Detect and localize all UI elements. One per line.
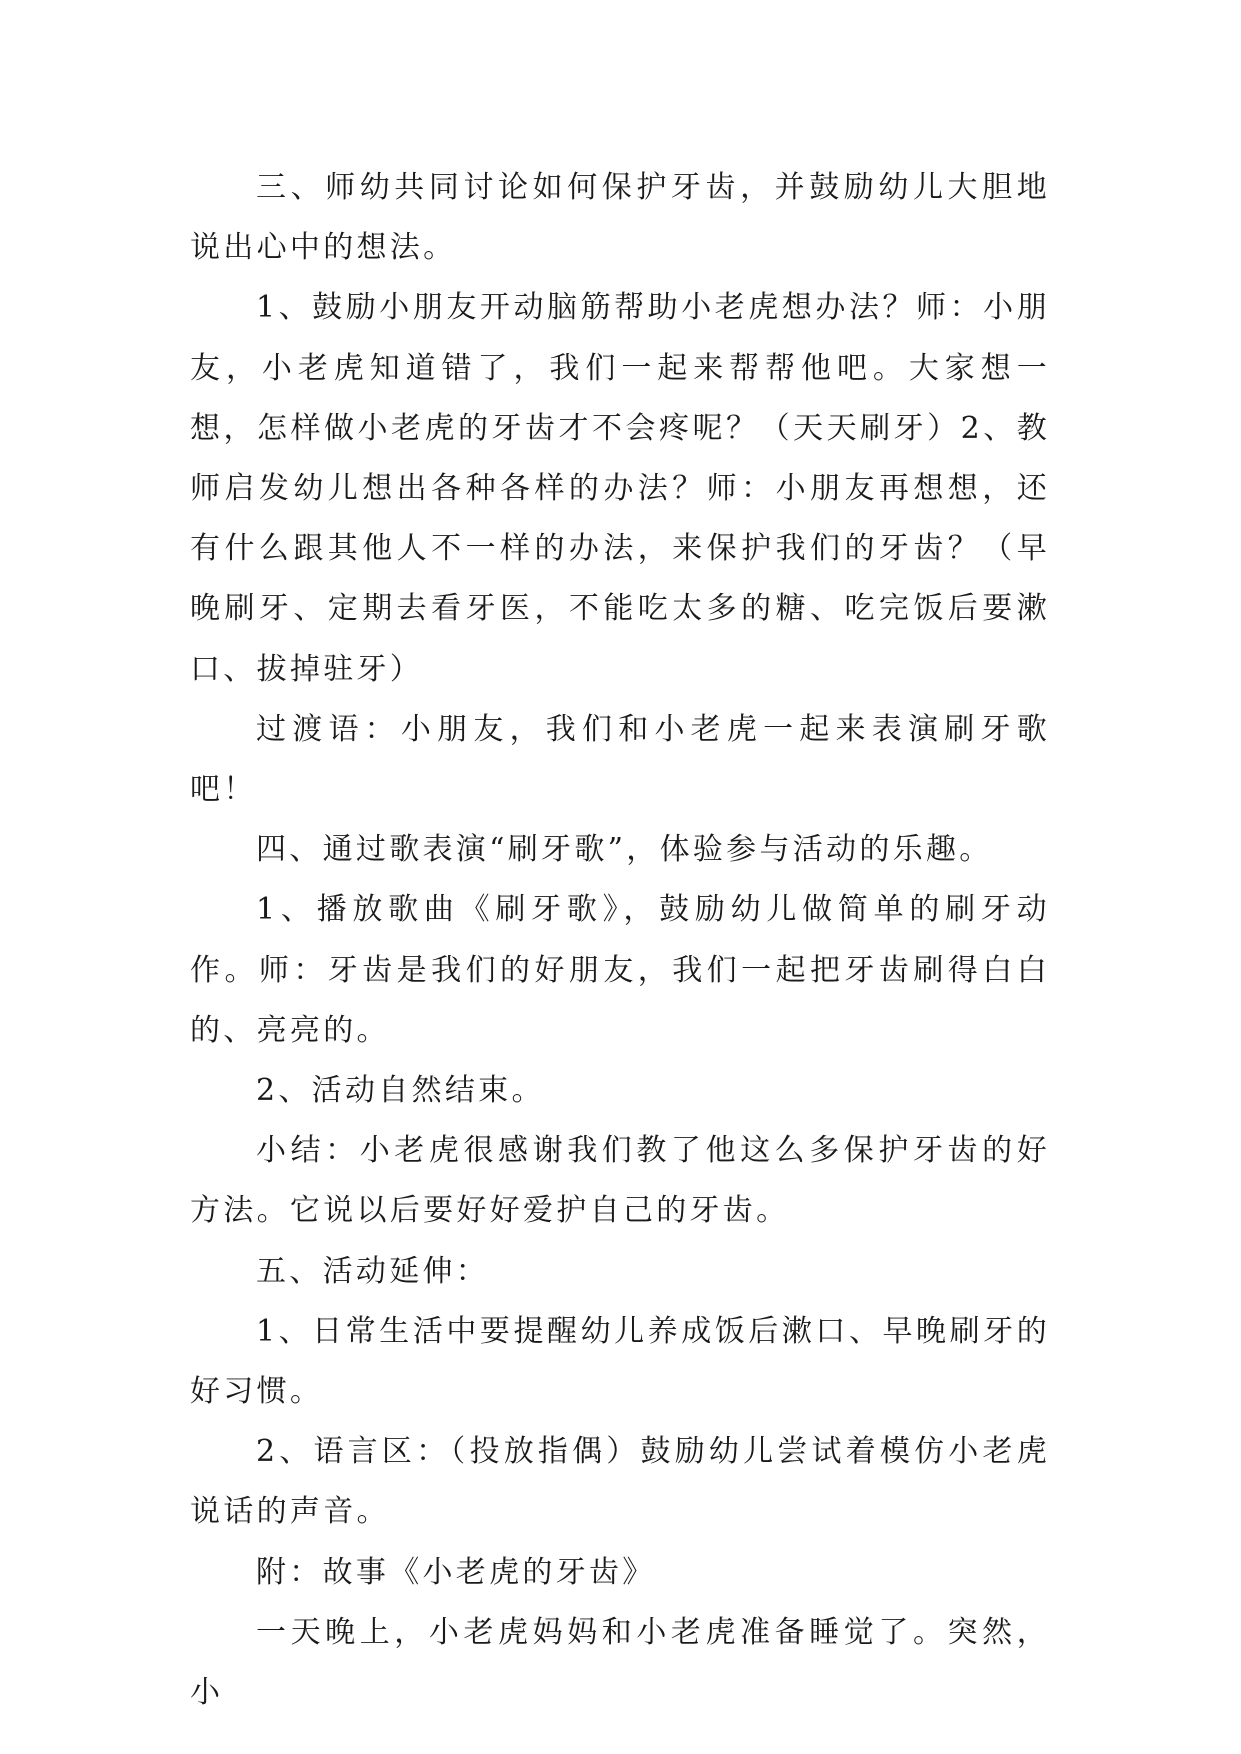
paragraph-discussion-heading: 三、师幼共同讨论如何保护牙齿，并鼓励幼儿大胆地说出心中的想法。 [190, 170, 1050, 266]
paragraph-activity-end: 2、活动自然结束。 [256, 1073, 545, 1109]
paragraph-song-play: 1、播放歌曲《刷牙歌》，鼓励幼儿做简单的刷牙动作。师：牙齿是我们的好朋友，我们一起把牙齿刷得白白的、亮亮的。 [190, 892, 1050, 1048]
paragraph-ideas: 1、鼓励小朋友开动脑筋帮助小老虎想办法？师：小朋友，小老虎知道错了，我们一起来帮帮他吧。大家想一想，怎样做小老虎的牙齿才不会疼呢？（天天刷牙）2、教师启发幼儿想出各种各样的办法？师：小朋友再想想，还有什么跟其他人不一样的办法，来保护我们的牙齿？（早晚刷牙、定期去看牙医，不能吃太多的糖、吃完饭后要漱口、拔掉驻牙） [190, 290, 1050, 687]
paragraph-extension-daily: 1、日常生活中要提醒幼儿养成饭后漱口、早晚刷牙的好习惯。 [190, 1313, 1050, 1410]
paragraph-extension-heading: 五、活动延伸： [256, 1253, 490, 1289]
paragraph-extension-language: 2、语言区：（投放指偶）鼓励幼儿尝试着模仿小老虎说话的声音。 [190, 1434, 1050, 1530]
paragraph-appendix-title: 附：故事《小老虎的牙齿》 [256, 1554, 656, 1590]
paragraph-story-start: 一天晚上，小老虎妈妈和小老虎准备睡觉了。突然，小 [190, 1614, 1050, 1711]
paragraph-transition: 过渡语：小朋友，我们和小老虎一起来表演刷牙歌吧！ [190, 711, 1050, 808]
document-body [190, 158, 1050, 1723]
paragraph-summary: 小结：小老虎很感谢我们教了他这么多保护牙齿的好方法。它说以后要好好爱护自己的牙齿。 [190, 1133, 1050, 1229]
paragraph-song-heading: 四、通过歌表演“刷牙歌”，体验参与活动的乐趣。 [256, 832, 993, 868]
